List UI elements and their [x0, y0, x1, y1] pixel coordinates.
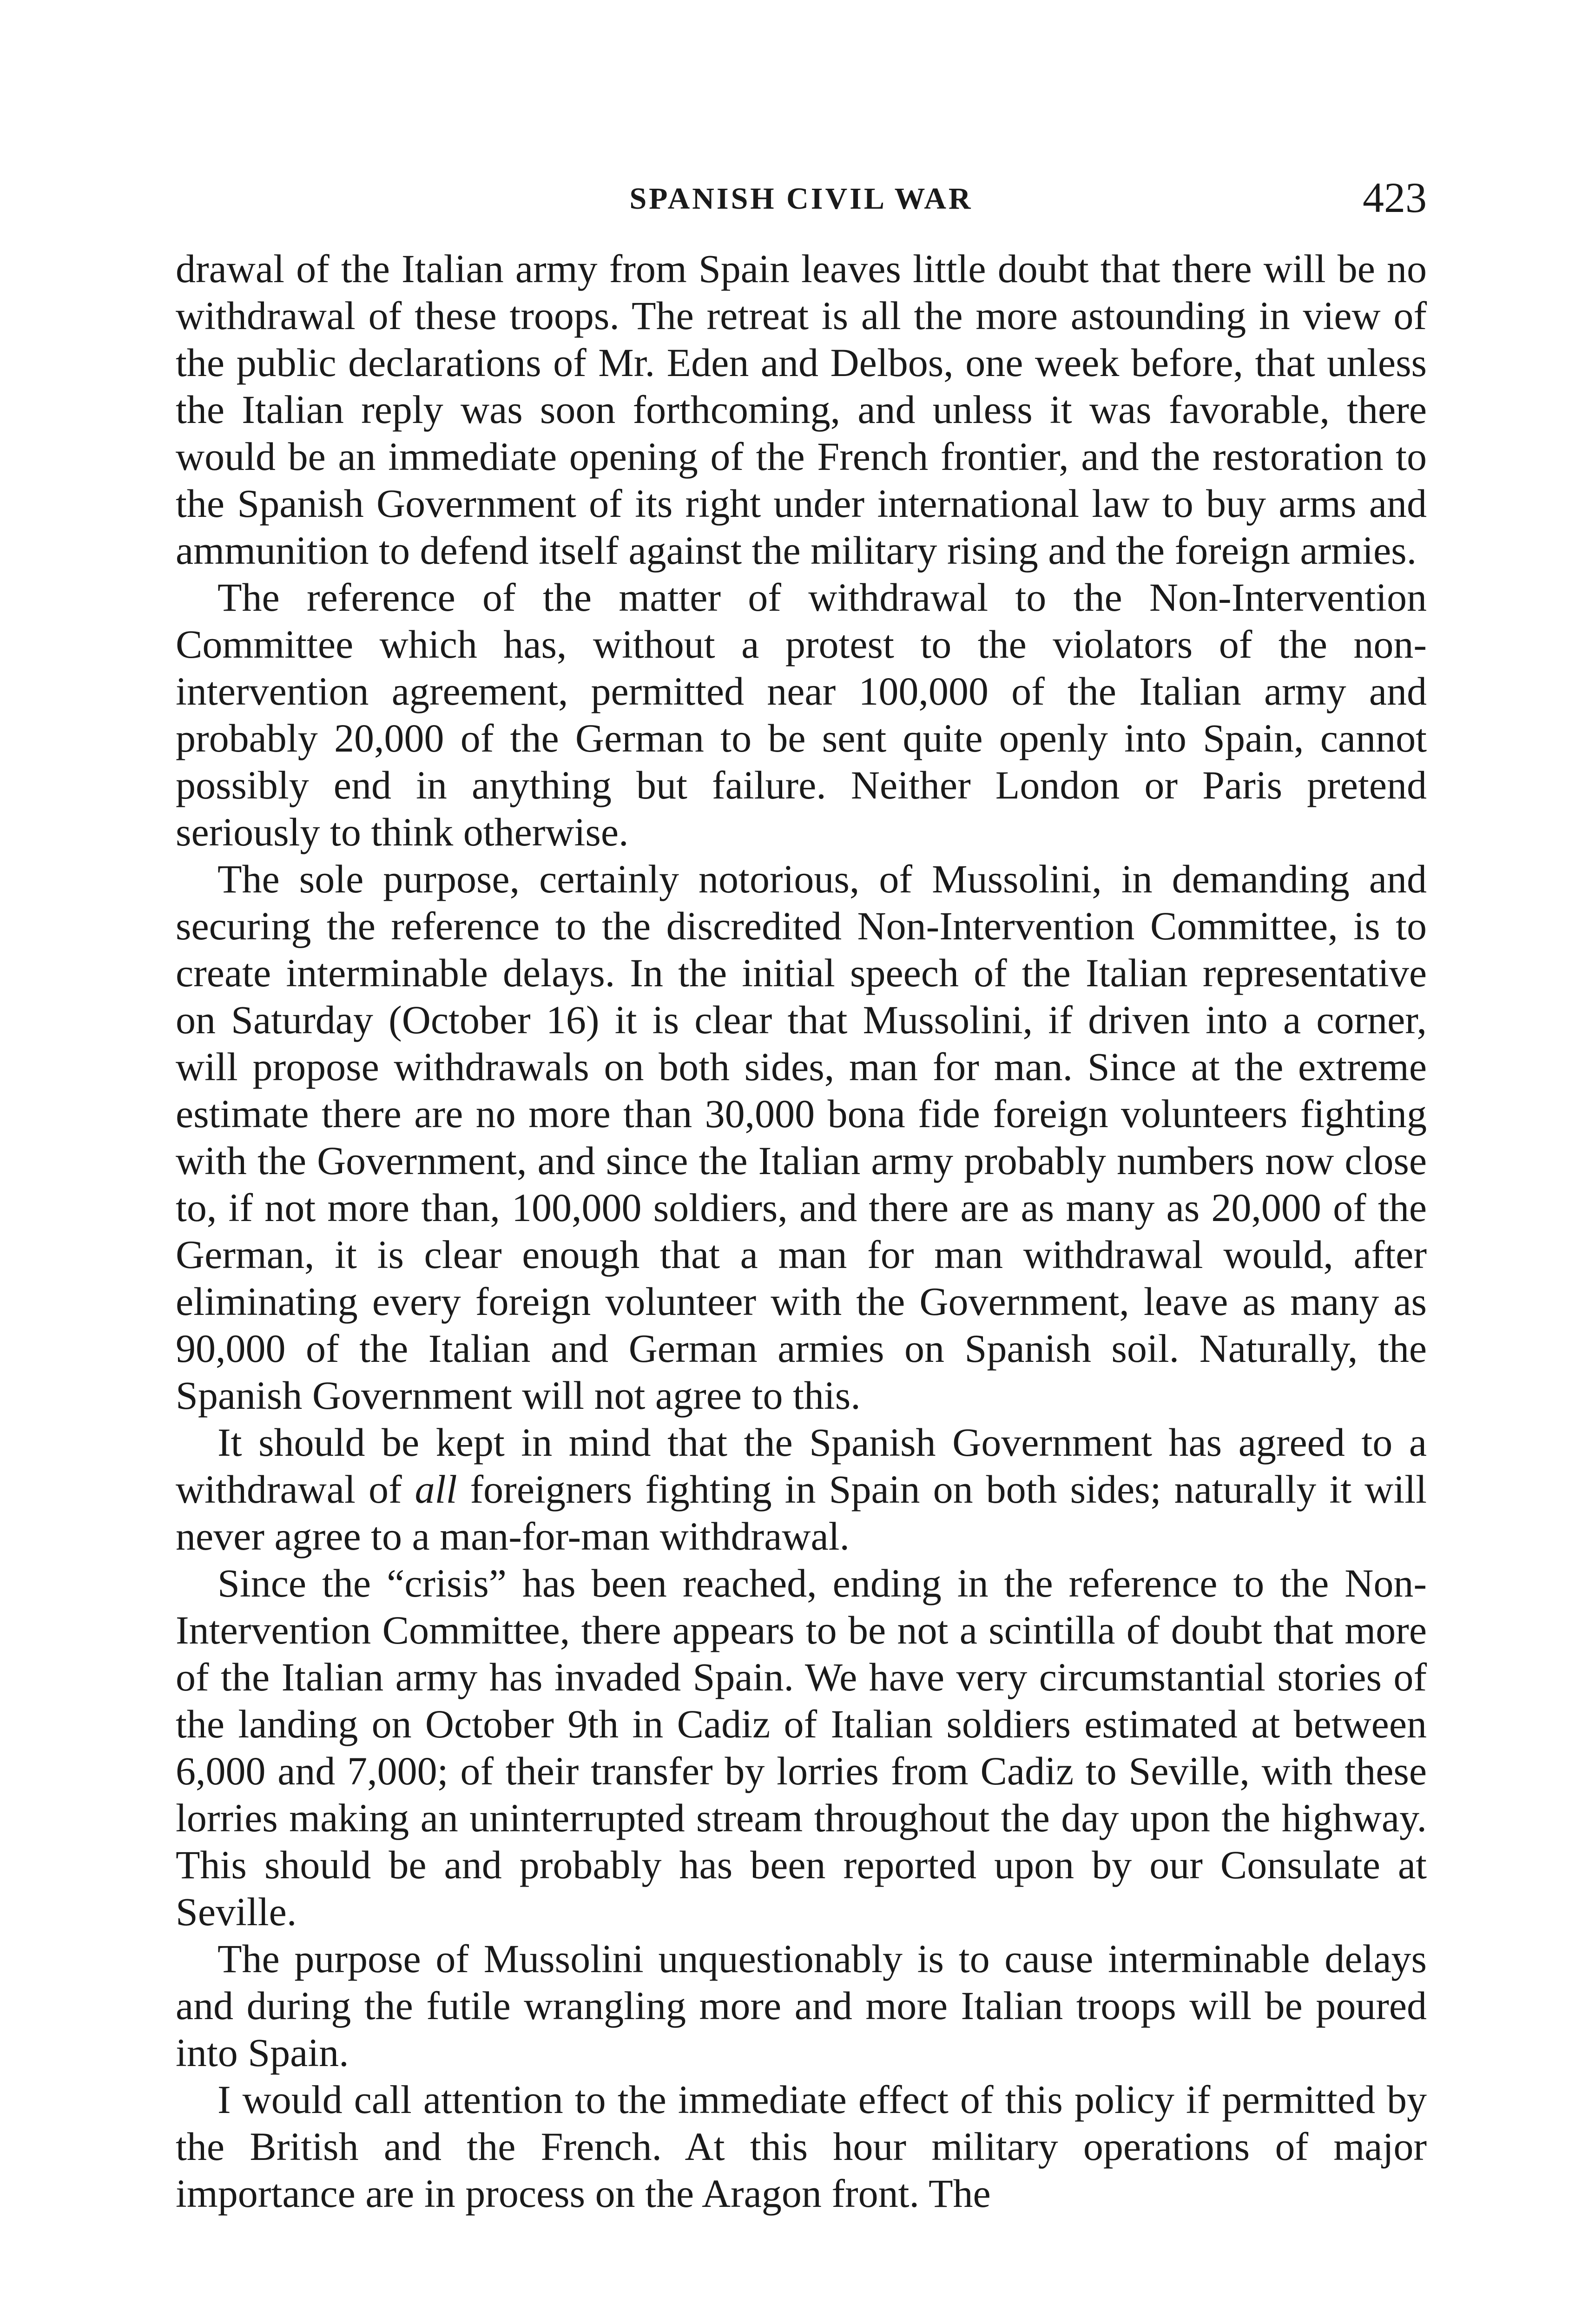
- paragraph: It should be kept in mind that the Spanish Government has agreed to a withdrawal of all foreigners fighting in Spain on both sides; naturally it will never agree to a man-for-man withdrawal.: [176, 1420, 1427, 1558]
- page-number: 423: [1363, 174, 1427, 221]
- paragraph: The reference of the matter of withdrawal to the Non-Intervention Committee which has, without a protest to the violators of the non-intervention agreement, permitted near 100,000 of the Italian army and probably 20,000 of the German to be sent quite openly into Spain, cannot possibly end in anything but failure. Neither London or Paris pretend seriously to think otherwise.: [176, 575, 1427, 854]
- body-text: [176, 245, 1427, 2217]
- paragraph: Since the “crisis” has been reached, ending in the reference to the Non-Intervention Committee, there appears to be not a scintilla of doubt that more of the Italian army has invaded Spain. We have very circumstantial stories of the landing on October 9th in Cadiz of Italian soldiers estimated at between 6,000 and 7,000; of their transfer by lorries from Cadiz to Seville, with these lorries making an uninterrupted stream throughout the day upon the highway. This should be and probably has been reported upon by our Consulate at Seville.: [176, 1561, 1427, 1934]
- paragraph: I would call attention to the immediate effect of this policy if permitted by the British and the French. At this hour military operations of major importance are in process on the Aragon front. The: [176, 2077, 1427, 2216]
- running-head: [176, 174, 1427, 223]
- paragraph: The sole purpose, certainly notorious, of Mussolini, in demanding and securing the reference to the discredited Non-Intervention Committee, is to create interminable delays. In the initial speech of the Italian representative on Saturday (October 16) it is clear that Mussolini, if driven into a corner, will propose withdrawals on both sides, man for man. Since at the extreme estimate there are no more than 30,000 bona fide foreign volunteers fighting with the Government, and since the Italian army probably numbers now close to, if not more than, 100,000 soldiers, and there are as many as 20,000 of the German, it is clear enough that a man for man withdrawal would, after eliminating every foreign volunteer with the Government, leave as many as 90,000 of the Italian and German armies on Spanish soil. Naturally, the Spanish Government will not agree to this.: [176, 857, 1427, 1418]
- running-title: SPANISH CIVIL WAR: [629, 182, 973, 216]
- italic-emphasis: all: [415, 1467, 457, 1512]
- paragraph-continuation: drawal of the Italian army from Spain leaves little doubt that there will be no withdrawal of these troops. The retreat is all the more astounding in view of the public declarations of Mr. Eden and Delbos, one week before, that unless the Italian reply was soon forthcoming, and unless it was favorable, there would be an immediate opening of the French frontier, and the restoration to the Spanish Government of its right under international law to buy arms and ammunition to defend itself against the military rising and the foreign armies.: [176, 246, 1427, 573]
- paragraph: The purpose of Mussolini unquestionably is to cause interminable delays and during the futile wrangling more and more Italian troops will be poured into Spain.: [176, 1936, 1427, 2075]
